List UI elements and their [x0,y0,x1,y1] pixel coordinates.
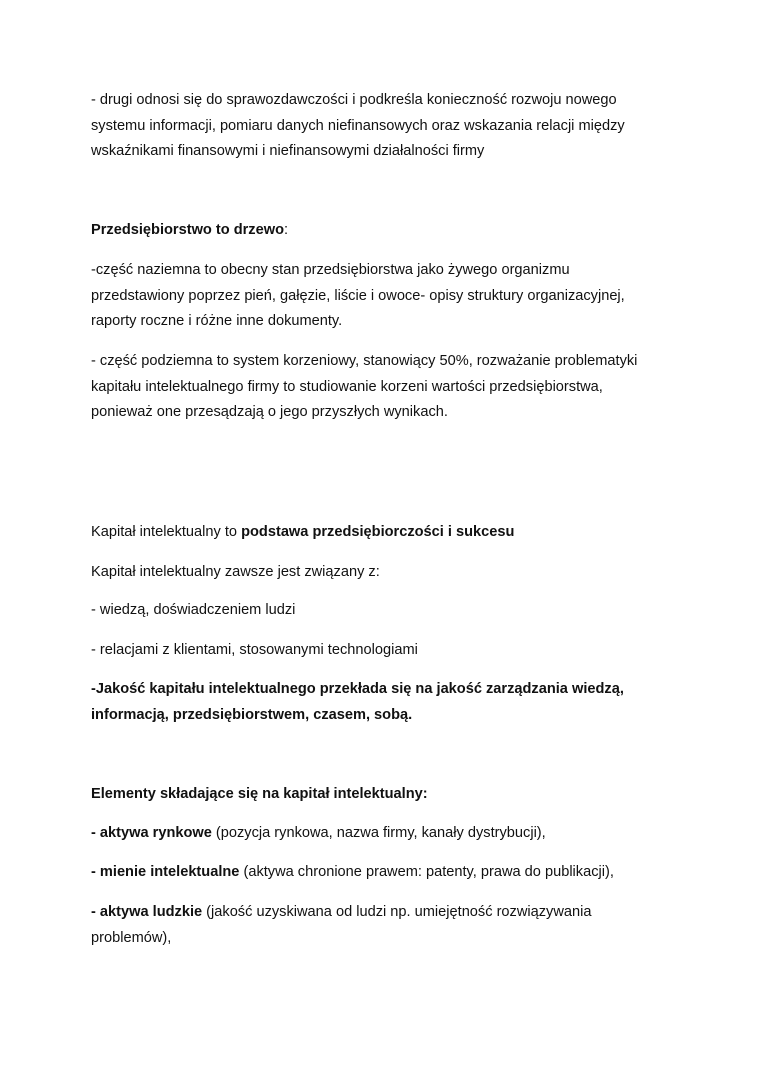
text-line: -Jakość kapitału intelektualnego przekłada się na jakość zarządzania wiedzą, [91,681,624,697]
list-item-knowledge: - wiedzą, doświadczeniem ludzi [91,602,296,618]
text-line: kapitału intelektualnego firmy to studiowanie korzeni wartości przedsiębiorstwa, [91,378,603,395]
paragraph-above-ground [91,258,691,335]
text-line [91,900,691,926]
paragraph-quality [91,677,691,728]
text-line: - drugi odnosi się do sprawozdawczości i podkreśla konieczność rozwoju nowego [91,92,617,108]
text-line: informacją, przedsiębiorstwem, czasem, sobą. [91,706,413,723]
heading-tree-bold: Przedsiębiorstwo to drzewo [91,222,284,238]
human-assets-bold: - aktywa ludzkie [91,904,203,920]
capital-basis-bold: podstawa przedsiębiorczości i sukcesu [241,524,515,540]
text-line: wskaźnikami finansowymi i niefinansowymi działalności firmy [91,143,485,159]
text-line: systemu informacji, pomiaru danych niefinansowych oraz wskazania relacji między [91,117,625,134]
capital-basis-normal: Kapitał intelektualny to [91,524,242,540]
list-item-intellectual-property [91,860,691,886]
heading-tree-colon: : [284,222,289,238]
intellectual-property-text: (aktywa chronione prawem: patenty, prawa do publikacji), [239,864,614,880]
market-assets-text: (pozycja rynkowa, nazwa firmy, kanały dystrybucji), [211,825,546,841]
text-line: -część naziemna to obecny stan przedsiębiorstwa jako żywego organizmu [91,262,570,278]
paragraph-capital-related: Kapitał intelektualny zawsze jest związany z: [91,564,380,580]
list-item-relations: - relacjami z klientami, stosowanymi technologiami [91,642,418,658]
text-line: ponieważ one przesądzają o jego przyszłych wynikach. [91,404,448,420]
intellectual-property-bold: - mienie intelektualne [91,864,240,880]
heading-tree [91,218,691,244]
market-assets-bold: - aktywa rynkowe [91,825,212,841]
text-line: przedstawiony poprzez pień, gałęzie, liście i owoce- opisy struktury organizacyjnej, [91,287,625,304]
human-assets-text: (jakość uzyskiwana od ludzi np. umiejętność rozwiązywania [202,904,592,920]
text-line: - część podziemna to system korzeniowy, stanowiący 50%, rozważanie problematyki [91,353,638,369]
text-line: problemów), [91,929,172,946]
paragraph-reporting [91,88,691,165]
paragraph-underground [91,349,691,426]
paragraph-capital-basis [91,520,691,546]
list-item-human-assets [91,900,691,951]
text-line: raporty roczne i różne inne dokumenty. [91,313,343,329]
heading-elements: Elementy składające się na kapitał intelektualny: [91,786,428,802]
list-item-market-assets [91,821,691,847]
